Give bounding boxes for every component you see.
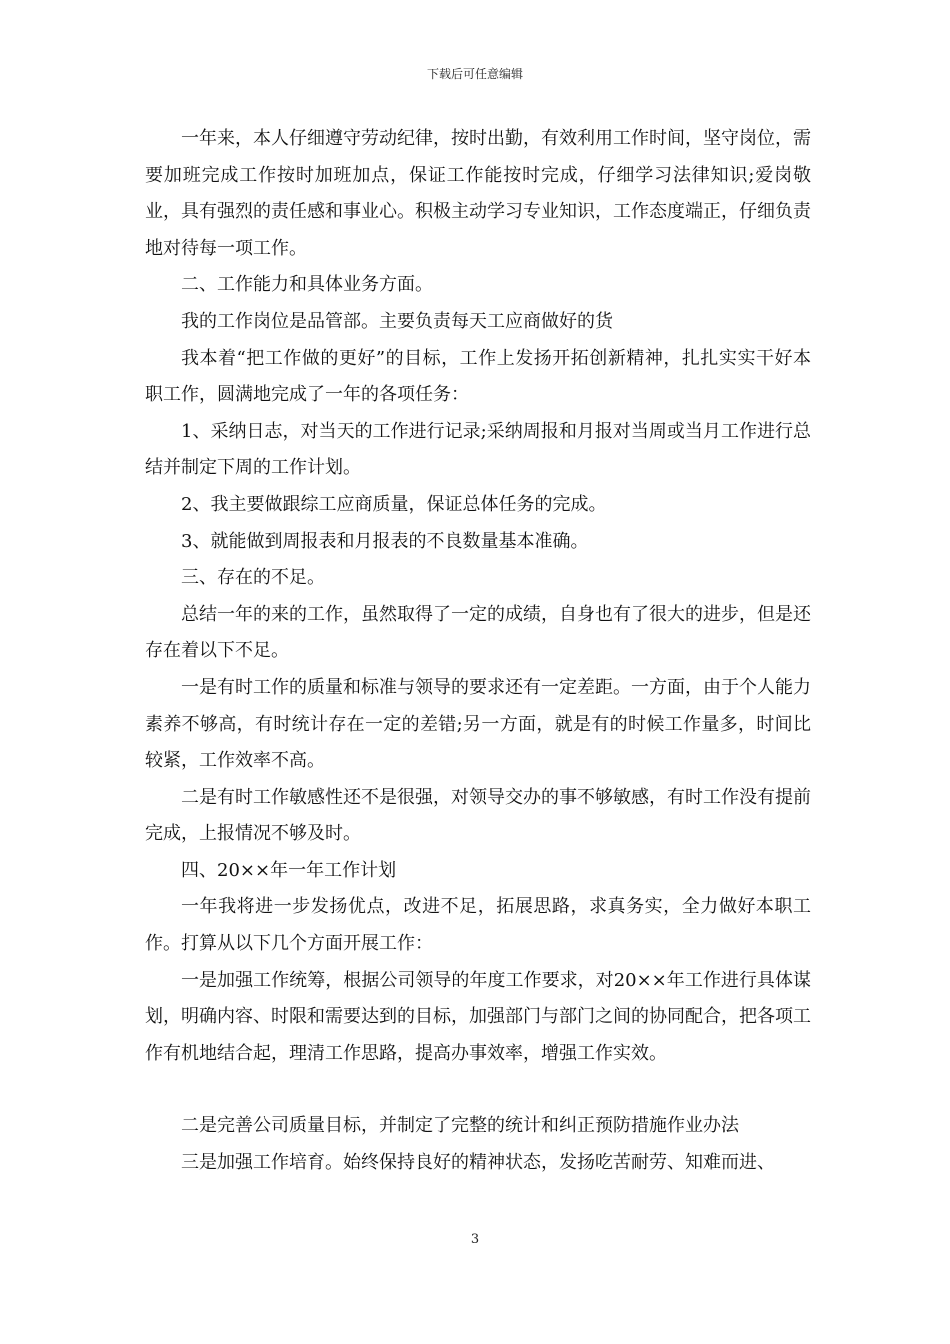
paragraph-shortcoming-1: 一是有时工作的质量和标准与领导的要求还有一定差距。一方面，由于个人能力素养不够高，有时统计存在一定的差错;另一方面，就是有的时候工作量多，时间比较紧，工作效率不高。	[145, 676, 811, 772]
section-heading-ability: 二、工作能力和具体业务方面。	[181, 274, 433, 296]
section-heading-shortcomings: 三、存在的不足。	[181, 567, 325, 589]
paragraph-gap	[145, 1072, 811, 1108]
paragraph-goal: 我本着“把工作做的更好”的目标，工作上发扬开拓创新精神，扎扎实实干好本职工作，圆满地完成了一年的各项任务：	[145, 347, 811, 406]
paragraph-plan-intro: 一年我将进一步发扬优点，改进不足，拓展思路，求真务实，全力做好本职工作。打算从以下几个方面开展工作：	[145, 896, 811, 955]
paragraph-plan-1: 一是加强工作统筹，根据公司领导的年度工作要求，对20××年工作进行具体谋划，明确内容、时限和需要达到的目标，加强部门与部门之间的协同配合，把各项工作有机地结合起，理清工作思路，提高办事效率，增强工作实效。	[145, 969, 811, 1064]
paragraph-plan-2: 二是完善公司质量目标，并制定了完整的统计和纠正预防措施作业办法	[181, 1115, 739, 1137]
section-heading-plan: 四、20××年一年工作计划	[181, 859, 397, 881]
list-item-2: 2、我主要做跟综工应商质量，保证总体任务的完成。	[181, 493, 607, 515]
page-number: 3	[470, 1232, 480, 1247]
document-body	[145, 121, 811, 1182]
paragraph-summary: 总结一年的来的工作，虽然取得了一定的成绩，自身也有了很大的进步，但是还存在着以下不足。	[145, 603, 811, 662]
page-header: 下载后可任意编辑	[426, 67, 523, 81]
list-item-1: 1、采纳日志，对当天的工作进行记录;采纳周报和月报对当周或当月工作进行总结并制定下周的工作计划。	[145, 420, 811, 479]
paragraph-plan-3: 三是加强工作培育。始终保持良好的精神状态，发扬吃苦耐劳、知难而进、	[181, 1152, 775, 1174]
list-item-3: 3、就能做到周报表和月报表的不良数量基本准确。	[181, 530, 589, 552]
paragraph-work-attitude: 一年来，本人仔细遵守劳动纪律，按时出勤，有效利用工作时间，坚守岗位，需要加班完成工作按时加班加点，保证工作能按时完成，仔细学习法律知识;爱岗敬业，具有强烈的责任感和事业心。积极主动学习专业知识，工作态度端正，仔细负责地对待每一项工作。	[145, 128, 811, 259]
paragraph-position: 我的工作岗位是品管部。主要负责每天工应商做好的货	[181, 310, 613, 332]
paragraph-shortcoming-2: 二是有时工作敏感性还不是很强，对领导交办的事不够敏感，有时工作没有提前完成，上报情况不够及时。	[145, 786, 811, 845]
